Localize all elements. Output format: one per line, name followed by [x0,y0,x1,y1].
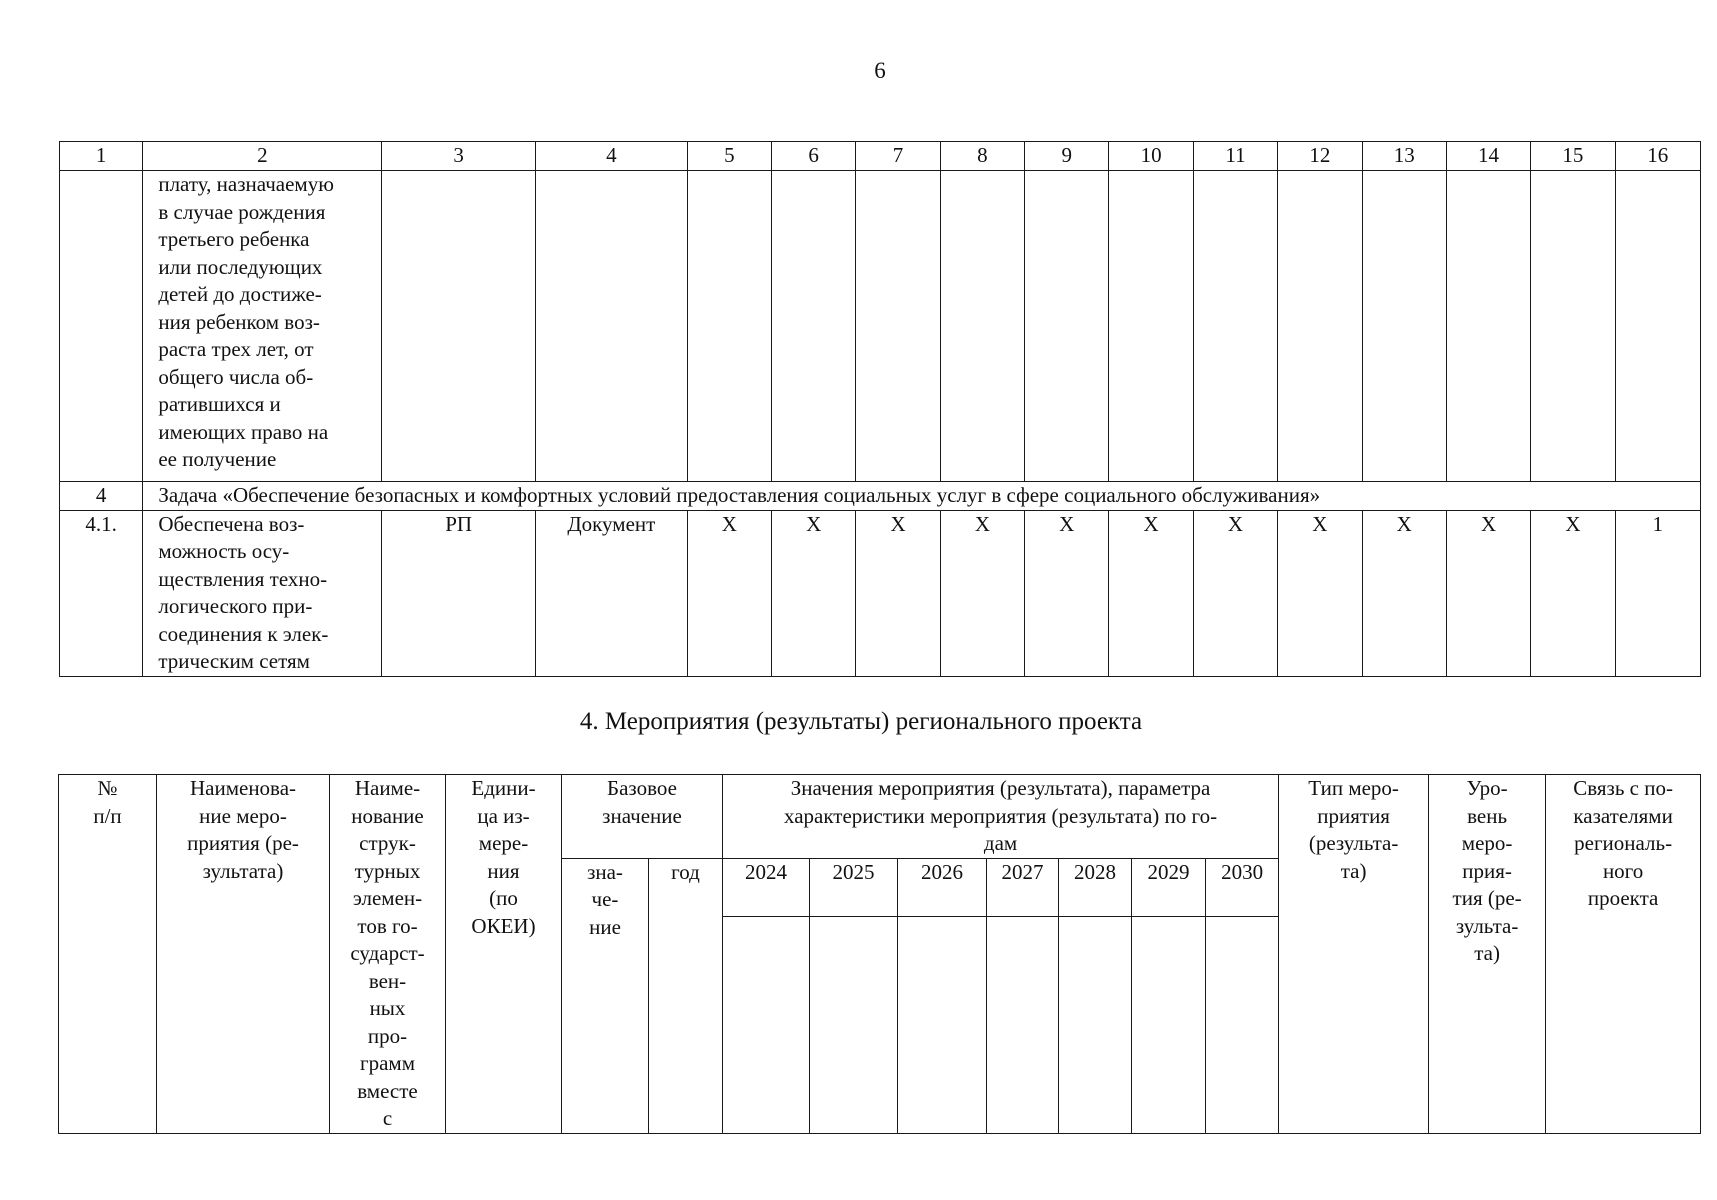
header-text-line: проекта [1587,886,1659,910]
header-text-line: значение [602,803,682,828]
text-line: ния ребенком воз- [158,309,320,334]
header-text-line: приятия [1317,803,1390,828]
empty-cell [723,916,810,1133]
row-number-cell [60,171,143,482]
value-cell: X [772,510,856,676]
header-activity-name [157,775,330,1134]
header-values-by-year [723,775,1279,859]
table1-col-number: 5 [687,142,771,171]
header-text-line: вень [1467,803,1508,828]
text-line: логического при- [158,594,313,618]
section-title: 4. Мероприятия (результаты) регионального проекта [579,708,1143,735]
indicator-name-cell [143,171,382,482]
value-cell: 1 [1615,510,1700,676]
header-year: 2025 [810,858,898,916]
header-year: 2027 [987,858,1059,916]
text-line: Обеспечена воз- [158,511,305,536]
table1-col-number: 14 [1446,142,1530,171]
empty-cell [772,171,856,482]
value-cell: X [856,510,940,676]
header-text-line: характеристики мероприятия (результата) по го- [784,803,1218,828]
text-line: трическим сетям [158,649,310,673]
header-year: 2029 [1132,858,1206,916]
empty-cell [810,916,898,1133]
table1-col-number: 13 [1362,142,1446,171]
header-unit [446,775,562,1134]
unit-cell: Документ [536,510,688,676]
text-line: или последующих [158,254,323,279]
header-text-line: турных [354,858,421,883]
empty-cell [987,916,1059,1133]
text-line: ратившихся и [158,392,281,416]
header-text-line: че- [591,887,619,911]
empty-cell [1531,171,1615,482]
text-line: третьего ребенка [158,227,310,251]
value-cell: X [1278,510,1362,676]
table1-col-number: 1 [60,142,143,171]
empty-cell [382,171,536,482]
header-text-line: ного [1602,858,1644,883]
header-activity-type [1279,775,1429,1134]
header-text-line: приятия (ре- [187,831,299,855]
empty-cell [856,171,940,482]
header-text-line: п/п [93,803,122,828]
header-text-line: прия- [1462,858,1512,883]
header-text-line: с [382,1106,393,1130]
text-line: раста трех лет, от [158,337,314,361]
table1-col-number: 11 [1193,142,1277,171]
header-text-line: грамм [359,1051,415,1075]
header-year: 2030 [1206,858,1279,916]
header-text-line: региональ- [1574,831,1673,855]
header-text-line: дам [983,831,1018,855]
table1-col-number: 8 [940,142,1024,171]
activities-table [58,774,1701,1134]
header-text-line: ОКЕИ) [471,913,536,938]
empty-cell [1362,171,1446,482]
header-text-line: Связь с по- [1573,776,1673,800]
header-text-line: ние меро- [199,803,287,828]
empty-cell [536,171,688,482]
header-base-year: год [649,858,723,1133]
header-text-line: сударст- [350,941,425,965]
table1-col-number: 16 [1615,142,1700,171]
text-line: имеющих право на [158,419,329,444]
header-year: 2028 [1059,858,1132,916]
header-text-line: ние [589,914,621,939]
header-text-line: Базовое [607,776,677,800]
table1-col-number: 6 [772,142,856,171]
text-line: общего числа об- [158,364,314,389]
header-text-line: Уро- [1466,776,1508,800]
header-activity-level [1429,775,1546,1134]
text-line: ее получение [158,447,277,471]
header-text-line: Наименова- [189,776,297,800]
indicators-table [59,141,1701,677]
value-cell: X [1025,510,1109,676]
header-year: 2024 [723,858,810,916]
value-cell: X [687,510,771,676]
header-text-line: мере- [478,831,529,855]
table1-col-number: 3 [382,142,536,171]
table1-col-number: 4 [536,142,688,171]
level-cell: РП [382,510,536,676]
header-text-line: Наиме- [354,776,421,800]
table1-col-number: 12 [1278,142,1362,171]
table1-col-number: 7 [856,142,940,171]
page-number: 6 [874,58,886,83]
table1-row-4-1 [60,510,1701,676]
value-cell: X [940,510,1024,676]
table1-col-number: 9 [1025,142,1109,171]
header-text-line: казателями [1573,803,1673,828]
text-line: детей до достиже- [158,282,322,306]
empty-cell [687,171,771,482]
header-text-line: Едини- [471,776,536,800]
task-title-cell: Задача «Обеспечение безопасных и комфортных условий предоставления социальных услуг в сфере социального обслуживания» [143,482,1701,511]
header-text-line: ца из- [477,803,530,828]
header-text-line: про- [367,1023,408,1048]
text-line: ществления техно- [158,566,328,591]
header-text-line: зультата) [202,858,284,883]
text-line: можность осу- [158,539,290,563]
header-text-line: струк- [359,831,416,855]
empty-cell [1109,171,1193,482]
indicator-name-cell [143,510,382,676]
value-cell: X [1362,510,1446,676]
value-cell: X [1109,510,1193,676]
header-text-line: ных [369,996,406,1020]
empty-cell [1278,171,1362,482]
empty-cell [898,916,987,1133]
header-text-line: та) [1474,941,1500,965]
header-text-line: элемен- [352,886,423,910]
empty-cell [940,171,1024,482]
header-text-line: (по [489,886,518,910]
task-number-cell: 4 [60,482,143,511]
header-text-line: зна- [587,859,623,884]
header-base-value [562,775,723,859]
header-text-line: та) [1340,858,1367,883]
empty-cell [1132,916,1206,1133]
header-text-line: Значения мероприятия (результата), параметра [790,776,1211,800]
empty-cell [1059,916,1132,1133]
header-text-line: меро- [1461,831,1513,855]
row-number-cell: 4.1. [60,510,143,676]
header-text-line: тия (ре- [1452,886,1522,910]
empty-cell [1193,171,1277,482]
table1-task-row [60,482,1701,511]
value-cell: X [1446,510,1530,676]
value-cell: X [1531,510,1615,676]
header-number [59,775,157,1134]
text-line: в случае рождения [158,199,326,224]
header-text-line: № [97,776,118,800]
table1-header-row [60,142,1701,171]
header-structural-elements [330,775,446,1134]
header-text-line: вместе [357,1078,418,1103]
header-base-value-number [562,858,649,1133]
header-text-line: нование [351,803,424,828]
text-line: плату, назначаемую [158,172,334,196]
table1-col-number: 10 [1109,142,1193,171]
header-text-line: Тип меро- [1308,776,1399,800]
header-text-line: (результа- [1308,831,1399,855]
table1-col-number: 15 [1531,142,1615,171]
empty-cell [1206,916,1279,1133]
text-line: соединения к элек- [158,621,329,646]
empty-cell [1446,171,1530,482]
table1-col-number: 2 [143,142,382,171]
header-year: 2026 [898,858,987,916]
table2-header-row-1 [59,775,1701,859]
header-text-line: тов го- [357,913,418,938]
empty-cell [1615,171,1700,482]
empty-cell [1025,171,1109,482]
header-text-line: вен- [368,968,407,993]
header-link-to-indicators [1546,775,1701,1134]
value-cell: X [1193,510,1277,676]
header-text-line: ния [487,858,520,883]
header-text-line: зульта- [1455,913,1519,938]
table1-continuation-row [60,171,1701,482]
